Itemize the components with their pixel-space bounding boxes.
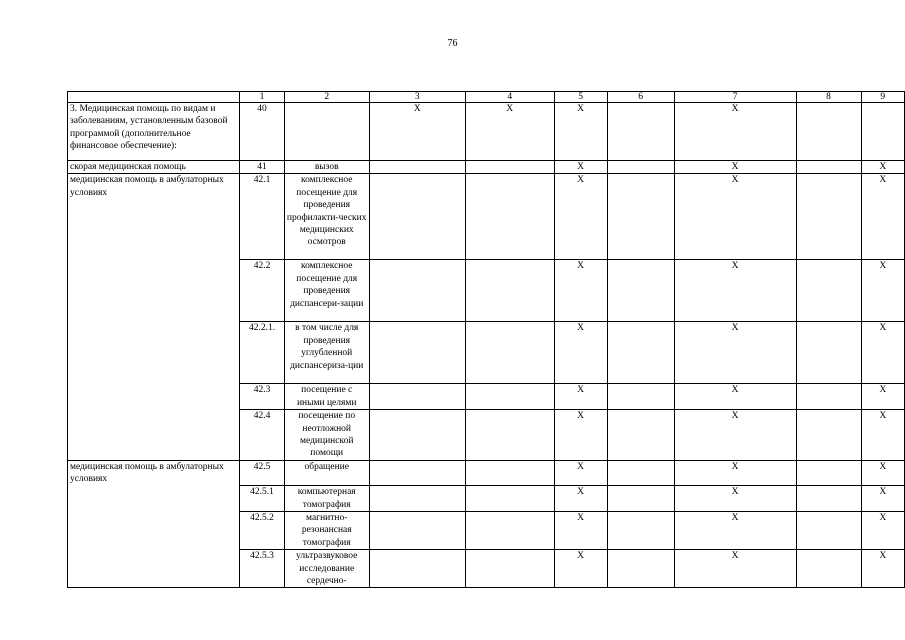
cell-c4: X — [465, 103, 554, 161]
cell-c5: X — [554, 103, 607, 161]
cell-num: 42.5 — [240, 460, 285, 485]
row-name-cell-empty — [68, 486, 240, 512]
table-row — [68, 260, 905, 322]
row-name-cell-empty — [68, 384, 240, 410]
row-name-cell-empty — [68, 550, 240, 588]
cell-c4 — [465, 174, 554, 260]
table-row — [68, 460, 905, 485]
cell-c9: X — [861, 410, 904, 461]
cell-num: 42.5.3 — [240, 550, 285, 588]
cell-unit: комплексное посещение для проведения диспансери-зации — [284, 260, 369, 322]
header-cell-8: 8 — [796, 92, 861, 103]
table-row — [68, 384, 905, 410]
cell-c3 — [369, 460, 465, 485]
cell-c8 — [796, 161, 861, 174]
cell-c5: X — [554, 511, 607, 549]
cell-c7: X — [674, 460, 796, 485]
cell-c6 — [607, 486, 674, 512]
cell-c6 — [607, 322, 674, 384]
table-row — [68, 511, 905, 549]
header-row — [68, 92, 905, 103]
header-cell-6: 6 — [607, 92, 674, 103]
cell-c5: X — [554, 460, 607, 485]
cell-c4 — [465, 486, 554, 512]
cell-unit: вызов — [284, 161, 369, 174]
cell-unit: посещение с иными целями — [284, 384, 369, 410]
cell-c3 — [369, 550, 465, 588]
cell-c5: X — [554, 550, 607, 588]
cell-c4 — [465, 260, 554, 322]
cell-c5: X — [554, 486, 607, 512]
cell-c7: X — [674, 161, 796, 174]
cell-c4 — [465, 161, 554, 174]
table-row — [68, 103, 905, 161]
cell-c3 — [369, 322, 465, 384]
header-cell-5: 5 — [554, 92, 607, 103]
cell-num: 42.2 — [240, 260, 285, 322]
cell-c3 — [369, 511, 465, 549]
cell-num: 42.5.1 — [240, 486, 285, 512]
header-cell-1: 1 — [240, 92, 285, 103]
cell-c8 — [796, 174, 861, 260]
cell-c3 — [369, 161, 465, 174]
cell-c5: X — [554, 161, 607, 174]
header-cell-9: 9 — [861, 92, 904, 103]
cell-c9: X — [861, 322, 904, 384]
cell-unit: обращение — [284, 460, 369, 485]
cell-c5: X — [554, 260, 607, 322]
cell-unit: комплексное посещение для проведения профилакти-ческих медицинских осмотров — [284, 174, 369, 260]
cell-c5: X — [554, 384, 607, 410]
row-name-cell: медицинская помощь в амбулаторных условиях — [68, 460, 240, 485]
cell-unit: магнитно-резонансная томография — [284, 511, 369, 549]
table-row — [68, 161, 905, 174]
cell-c5: X — [554, 174, 607, 260]
cell-c3 — [369, 174, 465, 260]
cell-c7: X — [674, 486, 796, 512]
table-row — [68, 322, 905, 384]
row-name-cell-empty — [68, 260, 240, 322]
cell-c8 — [796, 550, 861, 588]
header-cell-0 — [68, 92, 240, 103]
cell-c6 — [607, 460, 674, 485]
cell-c3 — [369, 260, 465, 322]
header-cell-4: 4 — [465, 92, 554, 103]
data-table — [67, 91, 905, 588]
header-cell-2: 2 — [284, 92, 369, 103]
cell-c3 — [369, 410, 465, 461]
cell-c4 — [465, 410, 554, 461]
cell-unit: компьютерная томография — [284, 486, 369, 512]
cell-c7: X — [674, 550, 796, 588]
header-cell-7: 7 — [674, 92, 796, 103]
cell-num: 42.5.2 — [240, 511, 285, 549]
cell-c9: X — [861, 161, 904, 174]
row-name-cell: скорая медицинская помощь — [68, 161, 240, 174]
row-name-cell: медицинская помощь в амбулаторных условиях — [68, 174, 240, 260]
cell-c7: X — [674, 384, 796, 410]
page-number: 76 — [447, 38, 458, 49]
cell-c8 — [796, 486, 861, 512]
cell-c9: X — [861, 174, 904, 260]
cell-num: 42.2.1. — [240, 322, 285, 384]
cell-c8 — [796, 322, 861, 384]
cell-c4 — [465, 460, 554, 485]
cell-c6 — [607, 103, 674, 161]
cell-unit: ультразвуковое исследование сердечно- — [284, 550, 369, 588]
cell-c3 — [369, 486, 465, 512]
table-body — [68, 92, 905, 588]
table-row — [68, 174, 905, 260]
cell-c5: X — [554, 410, 607, 461]
cell-c9: X — [861, 511, 904, 549]
row-name-cell-empty — [68, 322, 240, 384]
row-name-cell-empty — [68, 511, 240, 549]
cell-c6 — [607, 550, 674, 588]
cell-c8 — [796, 511, 861, 549]
cell-num: 40 — [240, 103, 285, 161]
cell-unit — [284, 103, 369, 161]
cell-num: 42.1 — [240, 174, 285, 260]
cell-c4 — [465, 550, 554, 588]
cell-c9: X — [861, 550, 904, 588]
row-name-cell: 3. Медицинская помощь по видам и заболеваниям, установленным базовой программой (дополнительное финансовое обеспечение): — [68, 103, 240, 161]
cell-c6 — [607, 174, 674, 260]
cell-c8 — [796, 410, 861, 461]
cell-c4 — [465, 511, 554, 549]
cell-num: 42.3 — [240, 384, 285, 410]
cell-c9: X — [861, 260, 904, 322]
cell-num: 42.4 — [240, 410, 285, 461]
cell-c6 — [607, 260, 674, 322]
cell-c4 — [465, 384, 554, 410]
table-row — [68, 486, 905, 512]
cell-c5: X — [554, 322, 607, 384]
table-row — [68, 410, 905, 461]
table-row — [68, 550, 905, 588]
cell-c3: X — [369, 103, 465, 161]
cell-c4 — [465, 322, 554, 384]
cell-c7: X — [674, 103, 796, 161]
cell-num: 41 — [240, 161, 285, 174]
cell-unit: в том числе для проведения углубленной диспансериза-ции — [284, 322, 369, 384]
cell-c8 — [796, 260, 861, 322]
cell-c9: X — [861, 486, 904, 512]
cell-c9 — [861, 103, 904, 161]
cell-c8 — [796, 384, 861, 410]
cell-c3 — [369, 384, 465, 410]
cell-c7: X — [674, 511, 796, 549]
cell-c9: X — [861, 460, 904, 485]
cell-c8 — [796, 103, 861, 161]
cell-c6 — [607, 511, 674, 549]
row-name-cell-empty — [68, 410, 240, 461]
cell-c6 — [607, 384, 674, 410]
cell-c7: X — [674, 260, 796, 322]
cell-c7: X — [674, 410, 796, 461]
cell-c7: X — [674, 322, 796, 384]
cell-c7: X — [674, 174, 796, 260]
cell-c6 — [607, 410, 674, 461]
cell-c8 — [796, 460, 861, 485]
cell-c6 — [607, 161, 674, 174]
header-cell-3: 3 — [369, 92, 465, 103]
cell-unit: посещение по неотложной медицинской помощи — [284, 410, 369, 461]
cell-c9: X — [861, 384, 904, 410]
